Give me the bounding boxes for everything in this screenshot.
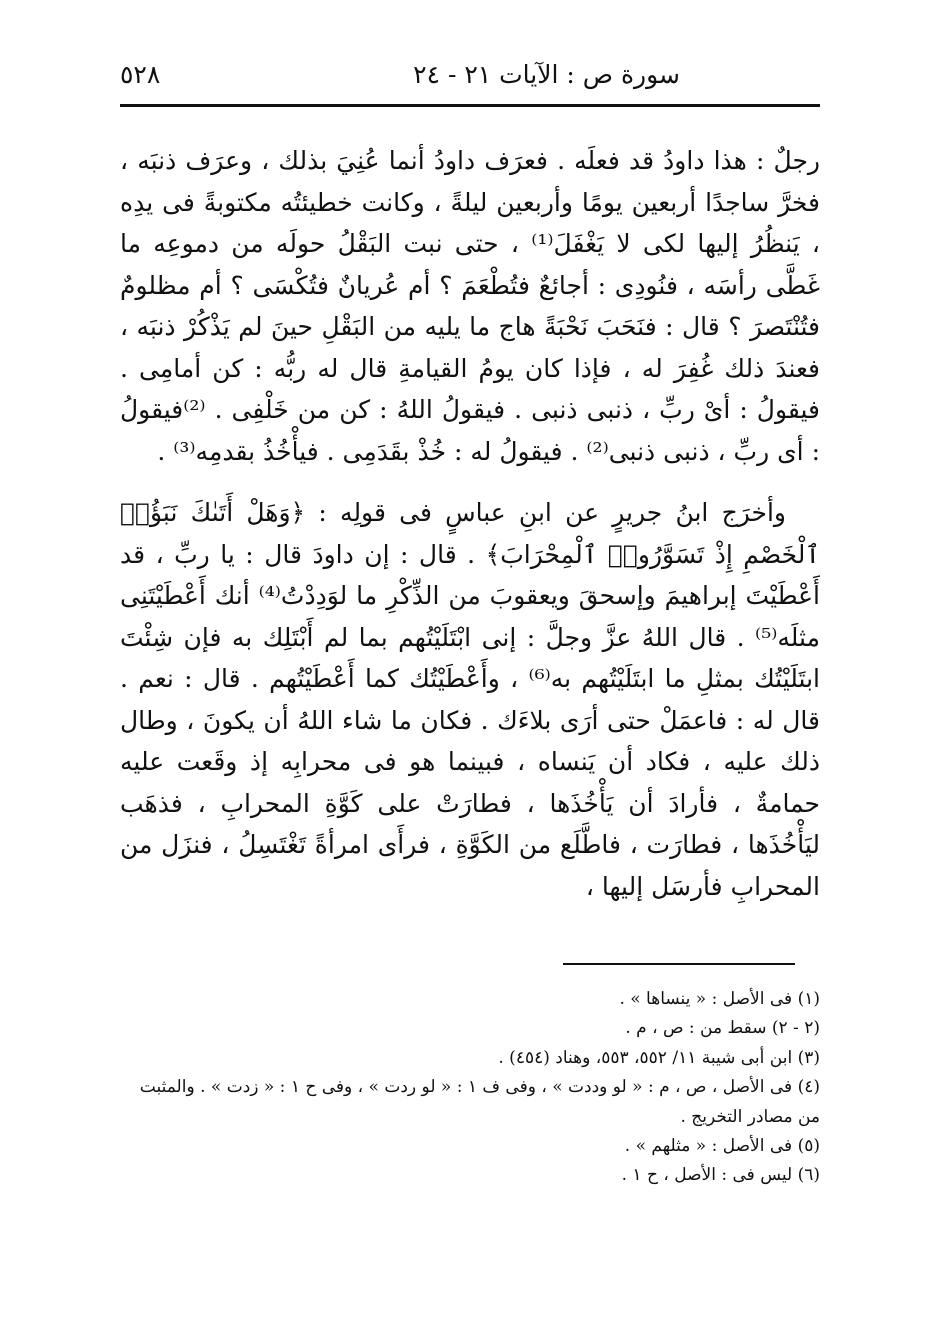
page-number: ٥٢٨ [120, 60, 161, 89]
paragraph-2: وأخرَج ابنُ جريرٍ عن ابنِ عباسٍ فى قولِه : ﴿وَهَلْ أَتَىٰكَ نَبَؤُا۟ ٱلْخَصْمِ إِذْ تَسَوَّرُوا۟ ٱلْمِحْرَابَ﴾ . قال : إن داودَ قال : يا ربِّ ، قد أَعْطَيْتَ إبراهيمَ وإسحقَ ويعقوبَ من الذِّكْرِ ما لوَدِدْتُ⁽⁴⁾ أنك أَعْطَيْتَنِى مثلَه⁽⁵⁾ . قال اللهُ عزَّ وجلَّ : إنى ابْتَلَيْتُهم بما لم أَبْتَلِك به فإن شِئْتَ ابتَلَيْتُك بمثلِ ما ابتَلَيْتُهم به⁽⁶⁾ ، وأَعْطَيْتُك كما أَعْطَيْتُهم . قال : نعم . قال له : فاعمَلْ حتى أرَى بلاءَك . فكان ما شاء اللهُ أن يكونَ ، وطال ذلك عليه ، فكاد أن يَنساه ، فبينما هو فى محرابِه إذ وقَعت عليه حمامةٌ ، فأرادَ أن يَأْخُذَها ، فطارَتْ على كَوَّةِ المحرابِ ، فذهَب ليَأْخُذَها ، فطارَت ، فاطَّلَع من الكَوَّةِ ، فرأَى امرأةً تَغْتَسِلُ ، فنزَل من المحرابِ فأرسَل إليها ، [120, 498, 820, 901]
footnotes [120, 985, 820, 1191]
footnote-separator [563, 963, 795, 965]
running-header [120, 58, 820, 98]
header-rule [120, 104, 820, 107]
surah-title: سورة ص : الآيات ٢١ - ٢٤ [413, 60, 680, 89]
footnote-5: (٥) فى الأصل : « مثلهم » . [624, 1136, 820, 1157]
footnote-1: (١) فى الأصل : « ينساها » . [619, 989, 820, 1009]
paragraph-1: رجلٌ : هذا داودُ قد فعلَه . فعرَف داودُ أنما عُنِيَ بذلك ، وعرَف ذنبَه ، فخرَّ ساجدًا أربعين يومًا وأربعين ليلةً ، وكانت خطيئتُه مكتوبةً فى يدِه ، يَنظُرُ إليها لكى لا يَغْفَلَ⁽¹⁾ ، حتى نبت البَقْلُ حولَه من دموعِه ما غَطَّى رأسَه ، فنُودِى : أجائعٌ فتُطْعَمَ ؟ أم عُريانٌ فتُكْسَى ؟ أم مظلومٌ فتُنْتَصرَ ؟ قال : فنَحَبَ نَحْبَةً هاج ما يليه من البَقْلِ حينَ لم يَذْكُرْ ذنبَه ، فعندَ ذلك غُفِرَ له ، فإذا كان يومُ القيامةِ قال له ربُّه : كن أمامِى . فيقولُ : أىْ ربِّ ، ذنبى ذنبى . فيقولُ اللهُ : كن من خَلْفِى . ⁽²⁾فيقولُ : أى ربِّ ، ذنبى ذنبى⁽²⁾ . فيقولُ له : خُذْ بقَدَمِى . فيأْخُذُ بقدمِه⁽³⁾ . [120, 146, 820, 466]
footnote-6: (٦) ليس فى : الأصل ، ح ١ . [621, 1165, 820, 1186]
main-text [120, 140, 820, 907]
footnote-2: (٢ - ٢) سقط من : ص ، م . [625, 1018, 820, 1039]
footnote-4: (٤) فى الأصل ، ص ، م : « لو وددت » ، وفى ف ١ : « لو ردت » ، وفى ح ١ : « زدت » . والمثبت من مصادر التخريج . [139, 1077, 820, 1127]
footnote-3: (٣) ابن أبى شيبة ١١/ ٥٥٢، ٥٥٣، وهناد (٤٥٤) . [498, 1047, 820, 1068]
